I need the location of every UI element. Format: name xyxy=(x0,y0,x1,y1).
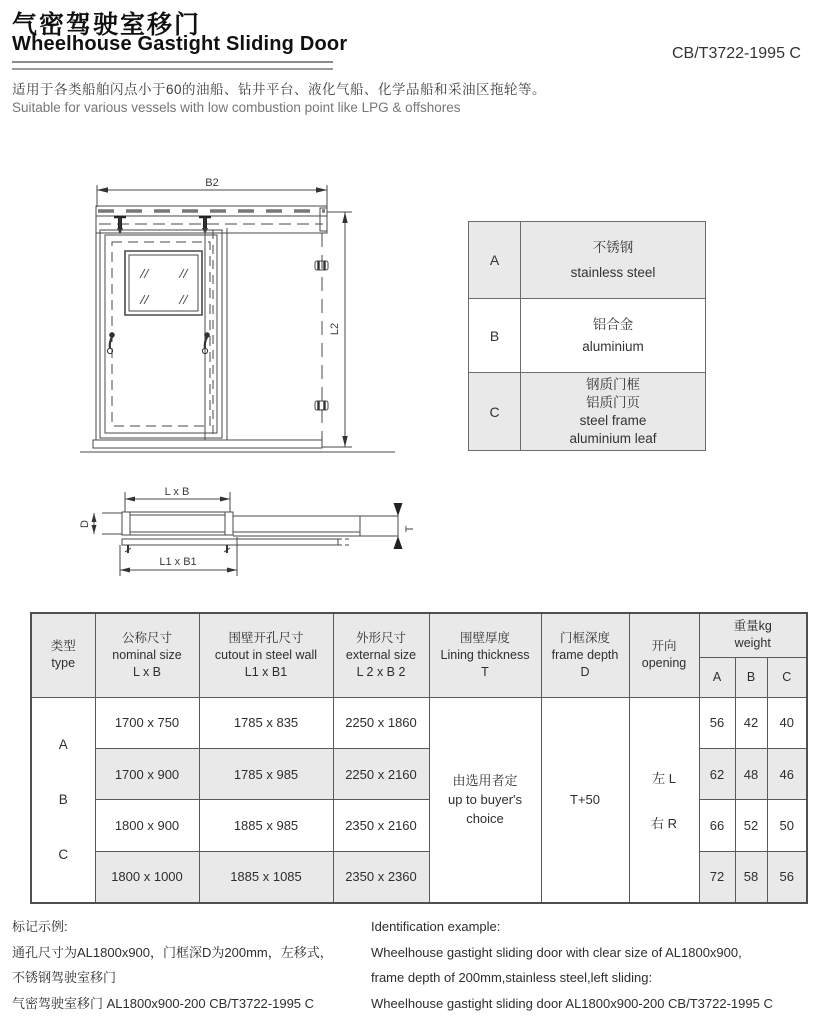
external-size-value: 2250 x 1860 xyxy=(333,697,429,748)
col-header-nominal-size xyxy=(95,613,199,697)
frame-depth-cell: T+50 xyxy=(541,697,629,903)
cutout-size-value: 1885 x 985 xyxy=(199,800,333,851)
frame-plan-box xyxy=(122,512,233,535)
dim-label-t: T xyxy=(404,525,416,533)
door-window xyxy=(125,251,202,315)
opening-left: 左 L xyxy=(652,770,676,786)
header-line: 开向 xyxy=(651,639,677,654)
header-line: opening xyxy=(641,656,687,671)
header-line: 外形尺寸 xyxy=(355,630,406,645)
material-line: aluminium leaf xyxy=(569,430,657,446)
weight-b-value: 42 xyxy=(735,697,767,748)
description-chinese: 适用于各类船舶闪点小于60的油船、钻井平台、液化气船、化学品船和采油区拖轮等。 xyxy=(12,82,547,97)
top-rail xyxy=(96,206,327,233)
type-letters-cell xyxy=(31,697,95,903)
material-line: 钢质门框 xyxy=(586,376,640,392)
table-row xyxy=(31,697,807,748)
dim-label-l2: L2 xyxy=(329,322,341,336)
weight-b-value: 58 xyxy=(735,851,767,902)
col-header-weight-c: C xyxy=(767,657,807,697)
header-line: Lining thickness xyxy=(440,647,530,662)
dim-label-d: D xyxy=(79,520,91,528)
header-line: 公称尺寸 xyxy=(121,630,172,645)
header-line: 门框深度 xyxy=(559,630,610,645)
type-letter: C xyxy=(58,846,69,862)
materials-table xyxy=(468,221,706,451)
glass-hatch-marks xyxy=(140,269,188,304)
external-size-value: 2250 x 2160 xyxy=(333,748,429,799)
cutout-size-value: 1785 x 985 xyxy=(199,748,333,799)
lining-line: up to buyer's xyxy=(447,792,523,807)
dimension-l2 xyxy=(322,212,352,447)
plan-view-drawing xyxy=(55,483,425,598)
header-row-1 xyxy=(31,613,807,657)
title-underline xyxy=(12,61,333,70)
identification-example-english xyxy=(371,914,826,1017)
material-line: 铝质门页 xyxy=(586,394,640,410)
col-header-weight xyxy=(699,613,807,657)
col-header-external-size xyxy=(333,613,429,697)
identification-example-chinese xyxy=(12,914,368,1017)
dim-label-b2: B2 xyxy=(205,177,219,189)
type-letter: A xyxy=(58,737,68,753)
door-handles xyxy=(107,333,209,354)
lining-line: 由选用者定 xyxy=(452,773,518,788)
header-line: L1 x B1 xyxy=(244,664,288,679)
header-line: 类型 xyxy=(50,639,76,654)
header-line: 围壁开孔尺寸 xyxy=(228,630,304,645)
dim-label-l1xb1: L1 x B1 xyxy=(159,556,197,568)
material-key: C xyxy=(469,373,521,451)
col-header-frame-depth xyxy=(541,613,629,697)
dimension-l1xb1 xyxy=(120,537,237,576)
weight-a-value: 66 xyxy=(699,800,735,851)
opening-cell xyxy=(629,697,699,903)
col-header-lining-thickness xyxy=(429,613,541,697)
nominal-size-value: 1800 x 1000 xyxy=(95,851,199,902)
footer-line: Wheelhouse gastight sliding door AL1800x900-200 CB/T3722-1995 C xyxy=(371,996,773,1012)
footer-line: frame depth of 200mm,stainless steel,left sliding: xyxy=(371,970,653,986)
dimension-lxb xyxy=(125,486,230,512)
weight-b-value: 48 xyxy=(735,748,767,799)
dimension-b2 xyxy=(97,177,327,207)
page-title-english: Wheelhouse Gastight Sliding Door xyxy=(12,33,348,55)
col-header-type xyxy=(31,613,95,697)
material-key: A xyxy=(469,222,521,299)
wall-edge-dashed xyxy=(315,233,328,440)
footer-line: 不锈钢驾驶室移门 xyxy=(12,970,117,986)
material-desc xyxy=(521,299,706,373)
nominal-size-value: 1800 x 900 xyxy=(95,800,199,851)
material-line: aluminium xyxy=(582,338,644,354)
footer-line: Wheelhouse gastight sliding door with clear size of AL1800x900, xyxy=(371,944,742,960)
header-line: T xyxy=(481,664,489,679)
header-line: weight xyxy=(734,636,771,651)
standard-code: CB/T3722-1995 C xyxy=(672,45,801,62)
weight-c-value: 50 xyxy=(767,800,807,851)
nominal-size-value: 1700 x 900 xyxy=(95,748,199,799)
material-line: 不锈钢 xyxy=(592,240,634,255)
footer-line: Identification example: xyxy=(371,919,501,934)
header-line: nominal size xyxy=(112,647,182,662)
page-title-chinese: 气密驾驶室移门 xyxy=(12,11,202,39)
clip-fastener xyxy=(315,401,328,410)
material-key: B xyxy=(469,299,521,373)
material-desc xyxy=(521,222,706,299)
cutout-size-value: 1885 x 1085 xyxy=(199,851,333,902)
col-header-cutout xyxy=(199,613,333,697)
type-letter: B xyxy=(58,792,68,807)
weight-c-value: 40 xyxy=(767,697,807,748)
header-line: L 2 x B 2 xyxy=(356,664,406,679)
material-row-c xyxy=(469,373,706,451)
dimension-t xyxy=(394,503,417,549)
description-english: Suitable for various vessels with low combustion point like LPG & offshores xyxy=(12,100,461,115)
header-line: 重量kg xyxy=(733,619,772,634)
material-line: steel frame xyxy=(579,412,647,428)
footer-line: 气密驾驶室移门 AL1800x900-200 CB/T3722-1995 C xyxy=(12,996,315,1012)
external-size-value: 2350 x 2360 xyxy=(333,851,429,902)
col-header-opening xyxy=(629,613,699,697)
header-line: L x B xyxy=(132,664,162,679)
external-size-value: 2350 x 2160 xyxy=(333,800,429,851)
front-view-drawing xyxy=(55,176,410,476)
header-line: type xyxy=(51,656,76,671)
dim-label-lxb: L x B xyxy=(164,486,190,498)
material-row-b xyxy=(469,299,706,373)
weight-c-value: 46 xyxy=(767,748,807,799)
nominal-size-value: 1700 x 750 xyxy=(95,697,199,748)
material-line: stainless steel xyxy=(570,265,656,280)
specification-table xyxy=(30,612,808,904)
header-line: cutout in steel wall xyxy=(214,647,318,662)
header-line: frame depth xyxy=(551,647,619,662)
footer-line: 标记示例: xyxy=(12,919,68,934)
material-desc xyxy=(521,373,706,451)
lining-line: choice xyxy=(466,811,504,826)
weight-b-value: 52 xyxy=(735,800,767,851)
material-line: 铝合金 xyxy=(592,316,634,332)
hanger-rollers xyxy=(114,217,211,234)
cutout-size-value: 1785 x 835 xyxy=(199,697,333,748)
weight-c-value: 56 xyxy=(767,851,807,902)
weight-a-value: 56 xyxy=(699,697,735,748)
header-line: D xyxy=(580,664,590,679)
header-line: 围壁厚度 xyxy=(459,630,510,645)
col-header-weight-a: A xyxy=(699,657,735,697)
footer-line: 通孔尺寸为AL1800x900，门框深D为200mm，左移式， xyxy=(12,944,333,960)
lining-thickness-cell xyxy=(429,697,541,903)
dimension-d xyxy=(79,513,122,534)
weight-a-value: 72 xyxy=(699,851,735,902)
material-row-a xyxy=(469,222,706,299)
header-line: external size xyxy=(345,647,417,662)
col-header-weight-b: B xyxy=(735,657,767,697)
opening-right: 右 R xyxy=(650,815,677,831)
weight-a-value: 62 xyxy=(699,748,735,799)
sill-and-floor xyxy=(80,440,395,452)
